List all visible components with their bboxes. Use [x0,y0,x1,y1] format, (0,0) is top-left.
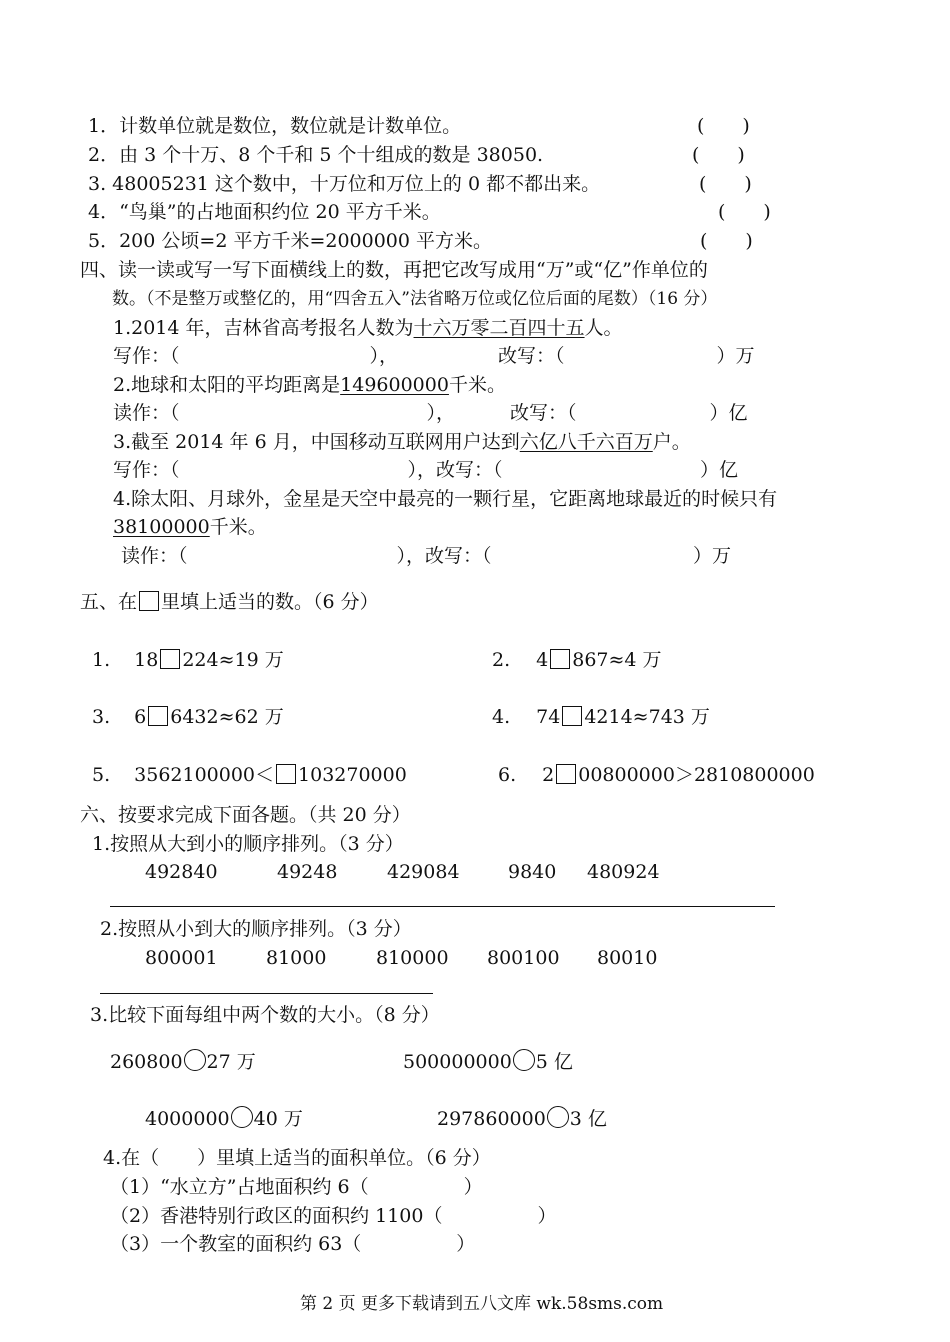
s4-q3-number: 六亿八千六百万 [519,431,653,453]
s5-item-5 [92,763,407,787]
s5-item-4-box[interactable] [562,706,582,726]
s6-q3-pair-2-b: 5 亿 [535,1051,573,1073]
s5-item-2-pre: 4 [536,649,549,671]
s5-item-6-num: 6. [498,764,517,786]
s5-item-2-box[interactable] [550,649,570,669]
judge-paren-5[interactable]: ( ) [700,230,753,252]
s6-q2-num-2: 81000 [266,947,327,969]
judge-item-5: 5．200 公顷=2 平方千米=2000000 平方米。 [88,230,493,252]
s4-q1-pre: 1.2014 年，吉林省高考报名人数为 [113,317,414,339]
s4-q2-pre: 2.地球和太阳的平均距离是 [113,374,341,396]
s4-q1-write[interactable]: 写作：（ ）， [113,345,399,367]
s5-item-1-num: 1. [92,649,111,671]
s5-item-4 [492,705,710,729]
s4-q2-post: 千米。 [448,374,506,396]
section-4-subtitle: 数。（不是整万或整亿的，用“四舍五入”法省略万位或亿位后面的尾数）（16 分） [112,289,718,309]
s6-q3-pair-4 [437,1106,607,1131]
s6-q2-answer-line[interactable] [100,993,433,994]
s4-q3-rewrite[interactable]: ）亿 [548,459,739,481]
s6-q3-pair-1 [110,1049,256,1074]
s4-q1-rewrite[interactable]: 改写：（ ）万 [498,345,755,367]
s4-q2-rewrite[interactable]: 改写：（ ）亿 [510,402,748,424]
s6-q1-num-1: 492840 [145,861,218,883]
s6-q2-num-4: 800100 [487,947,560,969]
s5-item-3 [92,705,284,729]
s5-item-6-box[interactable] [556,764,576,784]
s6-q3-pair-4-circle[interactable] [547,1106,569,1128]
s4-q3-text [113,430,691,454]
s6-q3-pair-2 [403,1049,573,1074]
s5-item-6 [498,763,815,787]
s4-q3-pre: 3.截至 2014 年 6 月，中国移动互联网用户达到 [113,431,520,453]
s5-item-2-post: 867≈4 万 [572,649,662,671]
s6-q4-item-1[interactable]: （1）“水立方”占地面积约 6（ ） [110,1176,483,1198]
s6-q2-num-1: 800001 [145,947,218,969]
s4-q4-text: 4.除太阳、月球外，金星是天空中最亮的一颗行星，它距离地球最近的时候只有 [113,488,778,510]
s6-q3-pair-3 [145,1106,303,1131]
s6-q1-answer-line[interactable] [110,906,775,907]
judge-item-2: 2．由 3 个十万、8 个千和 5 个十组成的数是 38050. [88,144,544,166]
s5-title-pre: 五、在 [80,591,138,613]
s5-item-1-box[interactable] [160,649,180,669]
s6-q2-num-3: 810000 [376,947,449,969]
s5-item-5-post: 103270000 [298,764,407,786]
s4-q4-read[interactable]: 读作：（ ），改写：（ [121,545,492,567]
s4-q2-read[interactable]: 读作：（ ）， [113,402,456,424]
s4-q1-text [113,316,623,340]
s5-item-1 [92,648,284,672]
s5-item-1-post: 224≈19 万 [182,649,284,671]
s6-q4-item-3[interactable]: （3）一个教室的面积约 63（ ） [110,1233,476,1255]
s5-item-2 [492,648,662,672]
s5-item-5-pre: 3562100000＜ [134,764,275,786]
s6-q3-pair-1-circle[interactable] [184,1049,206,1071]
s6-q1-num-5: 480924 [587,861,660,883]
s6-q3-pair-3-b: 40 万 [253,1108,303,1130]
s6-q1-num-4: 9840 [508,861,557,883]
s6-q3-pair-2-a: 500000000 [403,1051,512,1073]
s4-q4-post: 千米。 [209,516,267,538]
s5-title-post: 里填上适当的数。（6 分） [161,591,379,613]
blank-box-icon [139,591,159,611]
s4-q1-post: 人。 [584,317,623,339]
judge-item-3: 3. 48005231 这个数中，十万位和万位上的 0 都不都出来。 [88,173,601,195]
judge-paren-4[interactable]: ( ) [718,201,771,223]
s6-q3-pair-1-b: 27 万 [206,1051,256,1073]
s6-q3-pair-4-b: 3 亿 [569,1108,607,1130]
s6-q1-title: 1.按照从大到小的顺序排列。（3 分） [92,833,404,855]
s6-q1-num-3: 429084 [387,861,460,883]
s6-q2-title: 2.按照从小到大的顺序排列。（3 分） [100,918,412,940]
judge-paren-2[interactable]: ( ) [692,144,745,166]
s4-q4-rewrite[interactable]: ）万 [560,545,732,567]
s4-q4-number: 38100000 [113,516,210,538]
s4-q3-post: 户。 [652,431,691,453]
s4-q3-write[interactable]: 写作：（ ），改写：（ [113,459,503,481]
s5-item-3-box[interactable] [148,706,168,726]
judge-paren-3[interactable]: ( ) [699,173,752,195]
s6-q3-pair-4-a: 297860000 [437,1108,546,1130]
s5-item-6-pre: 2 [542,764,555,786]
judge-item-4: 4．“鸟巢”的占地面积约位 20 平方千米。 [88,201,441,223]
s6-q4-title: 4.在（ ）里填上适当的面积单位。（6 分） [103,1147,491,1169]
s5-item-1-pre: 18 [134,649,159,671]
s5-item-4-num: 4. [492,706,511,728]
s5-item-3-pre: 6 [134,706,147,728]
s6-q1-num-2: 49248 [277,861,338,883]
s6-q2-num-5: 80010 [597,947,658,969]
section-5-title [80,590,379,614]
judge-paren-1[interactable]: ( ) [697,115,750,137]
s6-q3-pair-1-a: 260800 [110,1051,183,1073]
judge-item-1: 1．计数单位就是数位，数位就是计数单位。 [88,115,462,137]
s4-q4-text-2 [113,515,267,539]
s5-item-4-post: 4214≈743 万 [584,706,710,728]
s5-item-4-pre: 74 [536,706,561,728]
s5-item-3-post: 6432≈62 万 [170,706,284,728]
section-6-title: 六、按要求完成下面各题。（共 20 分） [80,804,411,826]
s5-item-6-post: 00800000＞2810800000 [578,764,815,786]
s4-q2-number: 149600000 [340,374,449,396]
s6-q3-title: 3.比较下面每组中两个数的大小。（8 分） [90,1004,440,1026]
s6-q3-pair-2-circle[interactable] [513,1049,535,1071]
s5-item-5-num: 5. [92,764,111,786]
s6-q4-item-2[interactable]: （2）香港特别行政区的面积约 1100（ ） [110,1205,557,1227]
s5-item-5-box[interactable] [276,764,296,784]
s6-q3-pair-3-a: 4000000 [145,1108,230,1130]
page-footer: 第 2 页 更多下载请到五八文库 wk.58sms.com [300,1294,664,1314]
s5-item-3-num: 3. [92,706,111,728]
s6-q3-pair-3-circle[interactable] [231,1106,253,1128]
section-4-title: 四、读一读或写一写下面横线上的数，再把它改写成用“万”或“亿”作单位的 [80,259,708,281]
s4-q1-number: 十六万零二百四十五 [413,317,585,339]
s5-item-2-num: 2. [492,649,511,671]
s4-q2-text [113,373,506,397]
